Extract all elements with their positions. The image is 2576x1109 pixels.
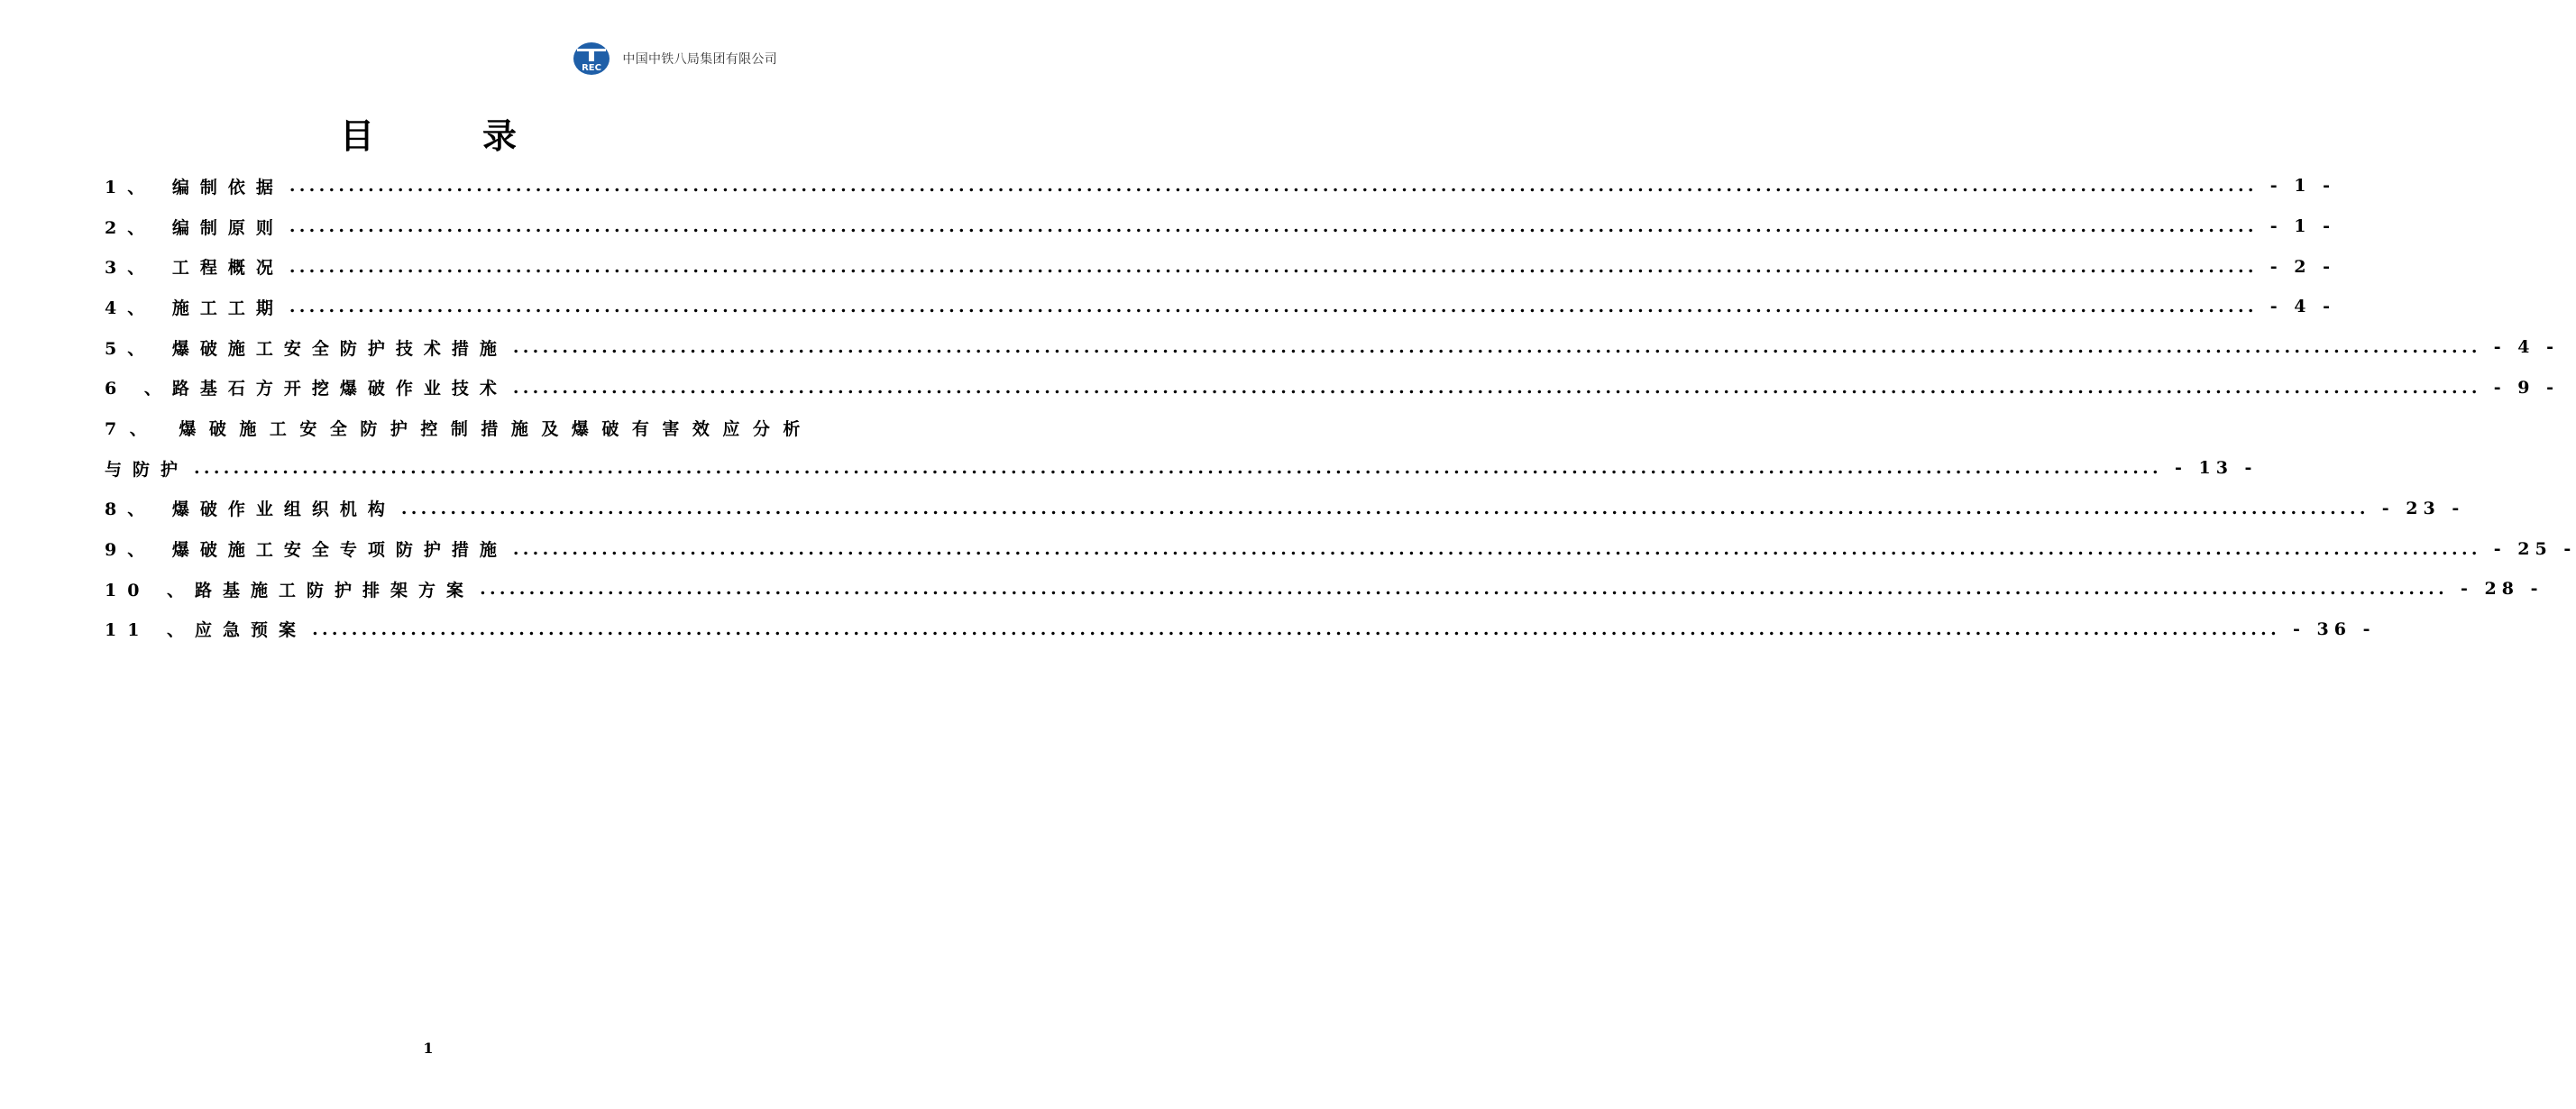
toc-leader-dots: ........................................................................................................................................................................................................ — [512, 538, 2481, 559]
toc-entry-page: - 2 - — [2269, 256, 2336, 277]
toc-entry[interactable] — [105, 166, 2336, 206]
toc-entry[interactable] — [105, 569, 2544, 609]
toc-entry[interactable] — [105, 528, 2576, 569]
toc-entry-title: 6 、路基石方开挖爆破作业技术 — [105, 379, 508, 399]
toc-entry-page: - 1 - — [2269, 176, 2336, 197]
toc-entry[interactable] — [105, 489, 2465, 529]
toc-entry-title: 5、 爆破施工安全防护技术措施 — [105, 338, 508, 359]
toc-entry[interactable] — [105, 246, 2336, 287]
toc-entry-title: 1、 编制依据 — [105, 177, 284, 197]
toc-entry-title: 9、 爆破施工安全专项防护措施 — [105, 540, 508, 561]
toc-entry[interactable] — [105, 408, 813, 448]
toc-leader-dots: ........................................................................................................................................................................................................ — [289, 216, 2258, 237]
toc-leader-dots: ........................................................................................................................................................................................................ — [289, 297, 2258, 317]
toc-entry[interactable] — [105, 609, 2376, 650]
toc-entry-page: - 28 - — [2461, 579, 2544, 600]
toc-leader-dots: ........................................................................................................................................................................................................ — [512, 337, 2481, 358]
toc-leader-dots: ........................................................................................................................................................................................................ — [194, 458, 2162, 479]
toc-title — [0, 108, 857, 158]
toc-entry-page: - 23 - — [2381, 498, 2465, 518]
company-name: 中国中铁八局集团有限公司 — [622, 52, 777, 67]
toc-entry-title: 7、 爆破施工安全防护控制措施及爆破有害效应分析 — [105, 418, 813, 439]
toc-entry-page: - 9 - — [2493, 377, 2560, 398]
toc-leader-dots: ........................................................................................................................................................................................................ — [289, 176, 2258, 197]
toc-leader-dots: ........................................................................................................................................................................................................ — [480, 579, 2449, 600]
toc-entry-title: 与防护 — [105, 459, 189, 480]
toc-entry[interactable] — [105, 367, 2560, 408]
toc-entry-page: - 25 - — [2493, 538, 2576, 559]
logo-text: REC — [582, 63, 602, 73]
toc-entry[interactable] — [105, 287, 2336, 327]
toc-entry[interactable] — [105, 206, 2336, 247]
page-header — [572, 41, 777, 77]
toc-entry-title: 11 、应急预案 — [105, 620, 307, 641]
page-number: 1 — [423, 1040, 434, 1057]
toc-leader-dots: ........................................................................................................................................................................................................ — [512, 377, 2481, 398]
toc-entry-page: - 4 - — [2269, 297, 2336, 317]
toc-entry-title: 3、 工程概况 — [105, 258, 284, 279]
table-of-contents — [105, 166, 2576, 649]
toc-leader-dots: ........................................................................................................................................................................................................ — [289, 256, 2258, 277]
toc-entry-title: 2、 编制原则 — [105, 217, 284, 238]
toc-entry[interactable] — [105, 448, 2258, 489]
company-logo — [572, 41, 611, 77]
toc-entry-page: - 13 - — [2174, 458, 2258, 479]
toc-entry-page: - 4 - — [2493, 337, 2560, 358]
toc-entry-title: 8、 爆破作业组织机构 — [105, 500, 396, 520]
toc-entry[interactable] — [105, 327, 2560, 368]
title-char-right: 录 — [482, 115, 518, 156]
toc-entry-page: - 1 - — [2269, 216, 2336, 237]
toc-leader-dots: ........................................................................................................................................................................................................ — [400, 498, 2370, 518]
toc-entry-page: - 36 - — [2293, 619, 2376, 639]
toc-entry-title: 10 、路基施工防护排架方案 — [105, 580, 475, 600]
toc-leader-dots: ........................................................................................................................................................................................................ — [312, 619, 2281, 639]
title-char-left: 目 — [339, 115, 374, 156]
toc-entry-title: 4、 施工工期 — [105, 298, 284, 318]
